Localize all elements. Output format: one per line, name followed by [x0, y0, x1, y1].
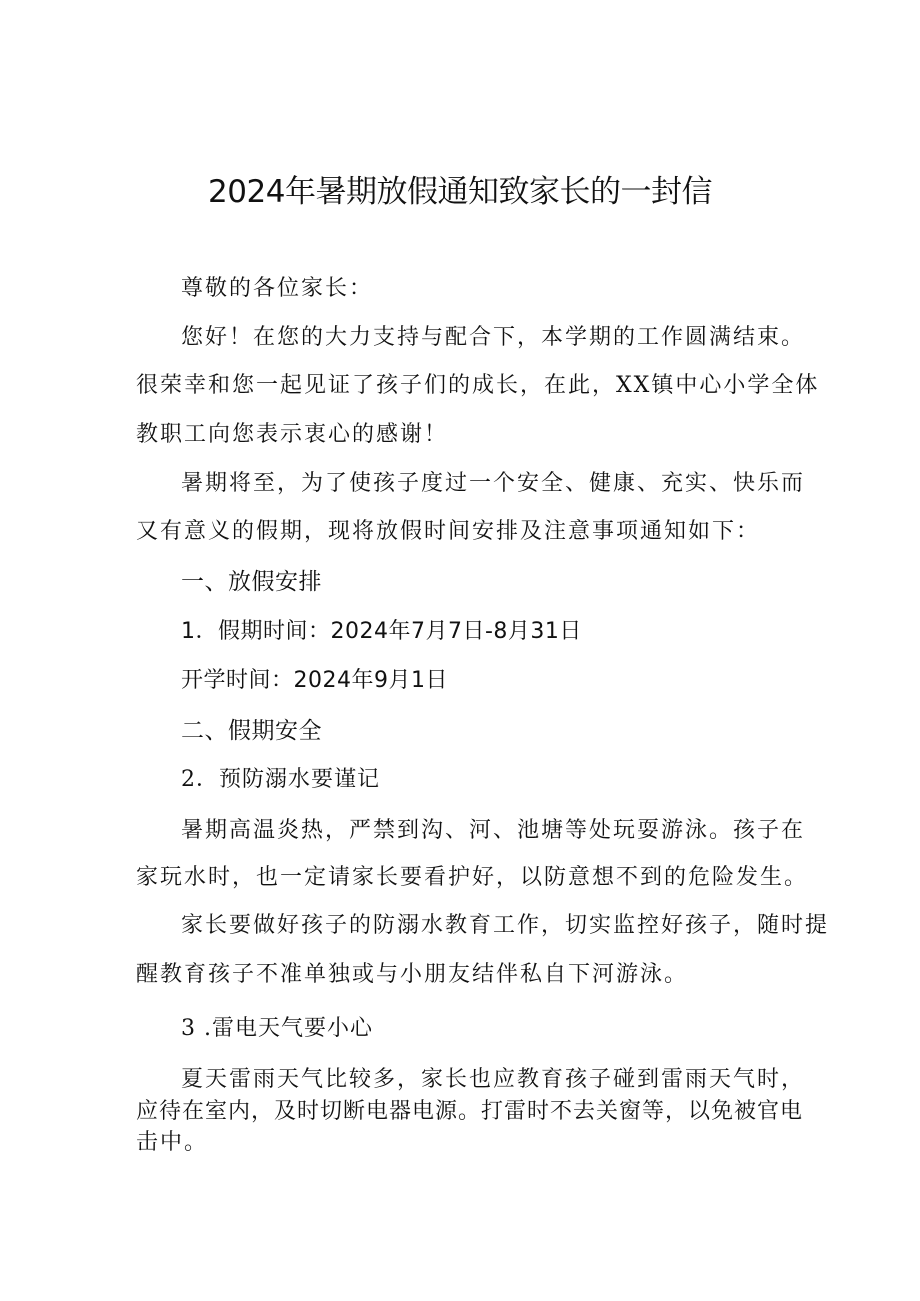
purpose-line-1: 暑期将至，为了使孩子度过一个安全、健康、充实、快乐而 [181, 471, 806, 496]
drowning-p1-line-1: 暑期高温炎热，严禁到沟、河、池塘等处玩耍游泳。孩子在 [181, 818, 806, 843]
document-title: 2024年暑期放假通知致家长的一封信 [208, 174, 712, 210]
section-heading-vacation: 一、放假安排 [181, 569, 322, 595]
thunder-p1-line-1: 夏天雷雨天气比较多，家长也应教育孩子碰到雷雨天气时， [181, 1067, 806, 1092]
drowning-p2-line-1: 家长要做好孩子的防溺水教育工作，切实监控好孩子，随时提 [181, 913, 830, 938]
drowning-title: 2．预防溺水要谨记 [181, 767, 380, 792]
purpose-line-2: 又有意义的假期，现将放假时间安排及注意事项通知如下： [136, 519, 761, 544]
intro-line-3: 教职工向您表示衷心的感谢！ [136, 422, 449, 447]
greeting: 尊敬的各位家长： [181, 276, 374, 301]
drowning-p2-line-2: 醒教育孩子不准单独或与小朋友结伴私自下河游泳。 [136, 962, 689, 987]
thunder-title: 3 .雷电天气要小心 [181, 1016, 373, 1041]
thunder-p1-line-2: 应待在室内，及时切断电器电源。打雷时不去关窗等，以免被官电 [136, 1099, 804, 1124]
intro-line-2: 很荣幸和您一起见证了孩子们的成长，在此，XX镇中心小学全体 [136, 373, 820, 398]
drowning-p1-line-2: 家玩水时，也一定请家长要看护好，以防意想不到的危险发生。 [136, 865, 809, 890]
intro-line-1: 您好！在您的大力支持与配合下，本学期的工作圆满结束。 [181, 325, 806, 350]
section-heading-safety: 二、假期安全 [181, 718, 322, 744]
school-start-date: 开学时间：2024年9月1日 [181, 668, 448, 693]
vacation-period: 1．假期时间：2024年7月7日-8月31日 [181, 619, 582, 644]
thunder-p1-line-3: 击中。 [136, 1130, 209, 1155]
